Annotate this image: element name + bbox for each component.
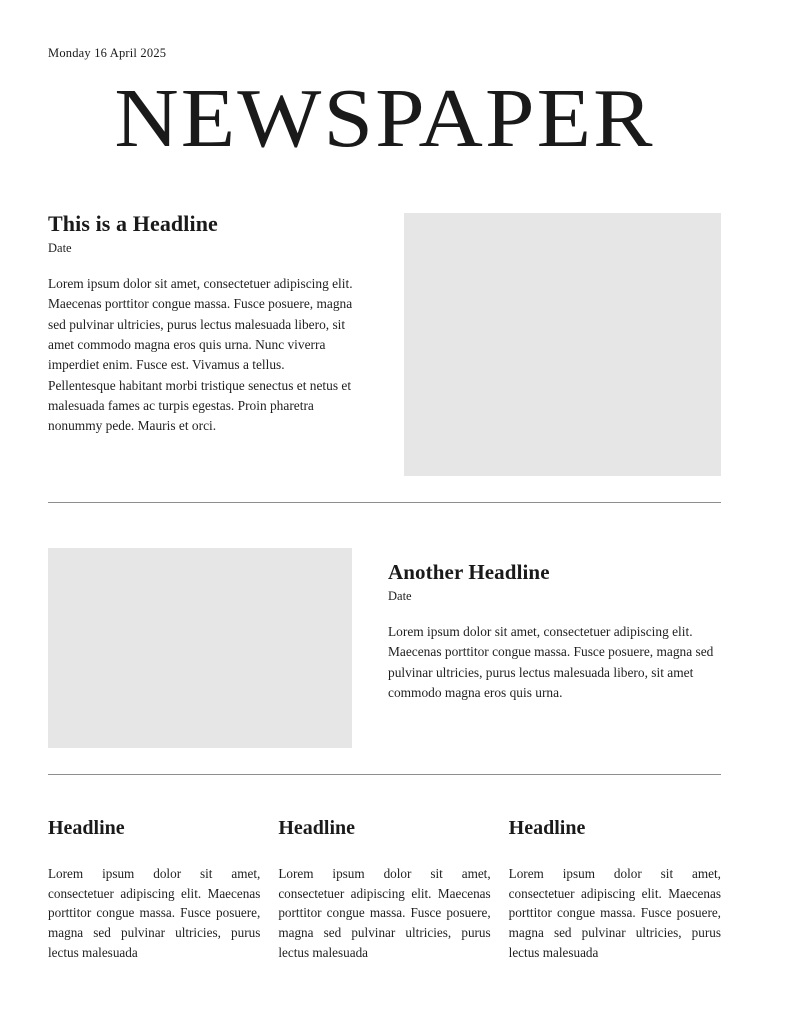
column-body: Lorem ipsum dolor sit amet, consectetuer adipiscing elit. Maecenas porttitor congue massa. Fusce posuere, magna sed pulvinar ultricies, purus lectus malesuada — [508, 865, 721, 960]
lead-story-date: Date — [48, 240, 72, 255]
lead-story-text — [48, 211, 368, 437]
lead-story-image — [404, 213, 721, 476]
column-article — [48, 817, 260, 963]
column-headline: Headline — [278, 816, 355, 839]
bottom-columns — [48, 817, 721, 963]
column-article — [278, 817, 490, 963]
section-divider-2 — [48, 774, 721, 775]
masthead-title: NEWSPAPER — [114, 72, 655, 165]
second-story-headline: Another Headline — [388, 559, 550, 584]
column-headline: Headline — [48, 816, 125, 839]
lead-story-paragraph-1: Lorem ipsum dolor sit amet, consectetuer adipiscing elit. Maecenas porttitor congue massa. Fusce posuere, magna sed pulvinar ultricies, purus lectus malesuada libero, sit amet commodo magna eros quis urna. Nunc viverra imperdiet enim. Fusce est. Vivamus a tellus. — [48, 275, 353, 373]
lead-story-headline: This is a Headline — [48, 210, 218, 236]
second-story-date: Date — [388, 588, 412, 603]
second-story — [48, 548, 721, 748]
lead-story-paragraph-2: Pellentesque habitant morbi tristique senectus et netus et malesuada fames ac turpis egestas. Proin pharetra nonummy pede. Mauris et orci. — [48, 377, 352, 434]
lead-story — [48, 211, 721, 476]
column-article — [509, 817, 721, 963]
section-divider-1 — [48, 502, 721, 503]
issue-date: Monday 16 April 2025 — [48, 46, 167, 60]
column-body: Lorem ipsum dolor sit amet, consectetuer adipiscing elit. Maecenas porttitor congue massa. Fusce posuere, magna sed pulvinar ultricies, purus lectus malesuada — [278, 865, 491, 960]
column-headline: Headline — [508, 816, 586, 839]
second-story-image — [48, 548, 352, 748]
second-story-paragraph-1: Lorem ipsum dolor sit amet, consectetuer adipiscing elit. Maecenas porttitor congue massa. Fusce posuere, magna sed pulvinar ultricies, purus lectus malesuada libero, sit amet commodo magna eros quis urna. — [388, 623, 714, 700]
column-body: Lorem ipsum dolor sit amet, consectetuer adipiscing elit. Maecenas porttitor congue massa. Fusce posuere, magna sed pulvinar ultricies, purus lectus malesuada — [48, 865, 261, 960]
second-story-text — [388, 548, 721, 704]
